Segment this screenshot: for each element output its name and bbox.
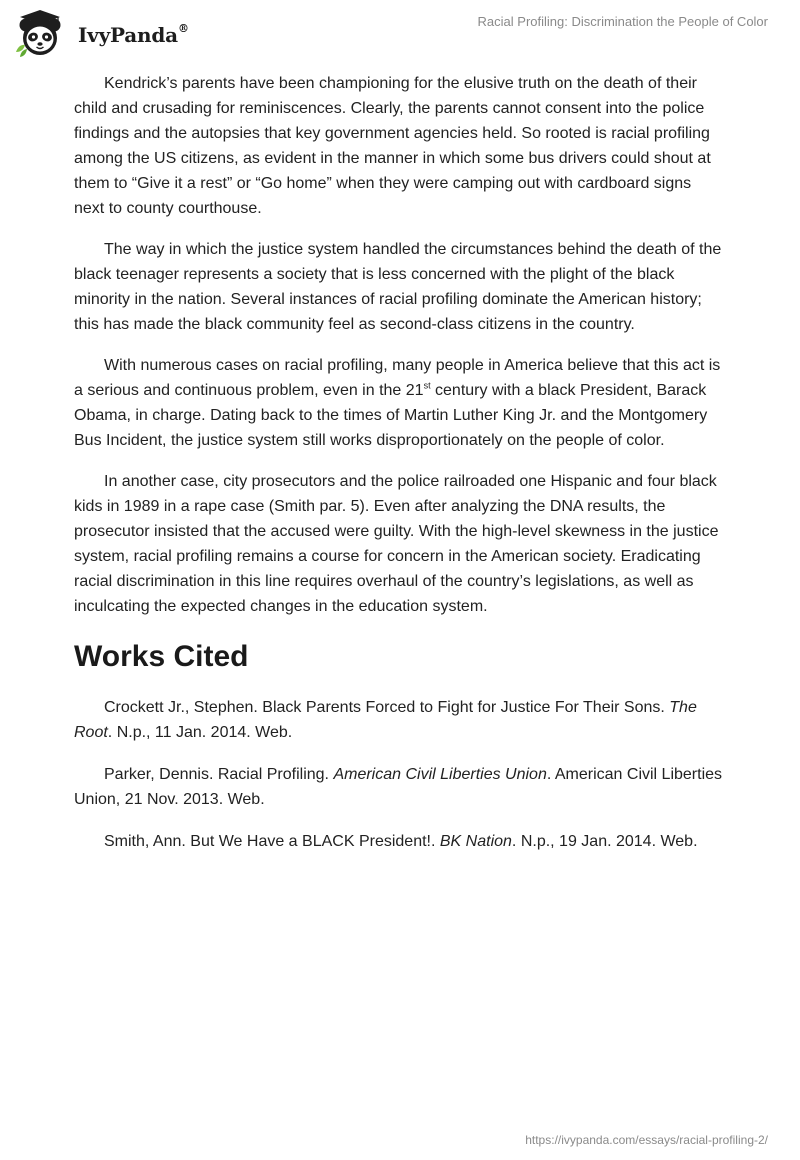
works-cited-heading: Works Cited <box>74 640 249 673</box>
superscript: st <box>423 380 431 391</box>
paragraph: The way in which the justice system handled the circumstances behind the death of the black teenager represents a society that is less concerned with the plight of the black minority in the nation. Several instances of racial profiling dominate the American history; this has made the black community feel as second-class citizens in the country. <box>74 241 722 333</box>
panda-graduate-icon <box>14 8 66 58</box>
logo-text: IvyPanda® <box>78 22 189 47</box>
citation-entry <box>74 762 724 812</box>
citation-entry <box>74 695 724 745</box>
citation-text: . N.p., 11 Jan. 2014. Web. <box>107 724 293 741</box>
citation-text: . American Civil Liberties Union, 21 Nov. 2013. Web. <box>74 766 723 808</box>
document-body <box>74 71 724 871</box>
citation-entry <box>74 829 724 854</box>
paragraph: In another case, city prosecutors and the police railroaded one Hispanic and four black kids in 1989 in a rape case (Smith par. 5). Even after analyzing the DNA results, the prosecutor insisted that the accused were guilty. With the high-level skewness in the justice system, racial profiling remains a course for concern in the American society. Eradicating racial discrimination in this line requires overhaul of the country’s legislations, as well as inculcating the expected changes in the education system. <box>74 473 719 615</box>
citation-text: Smith, Ann. But We Have a BLACK President!. <box>104 833 440 850</box>
paragraph-text: century with a black President, Barack Obama, in charge. Dating back to the times of Martin Luther King Jr. and the Montgomery Bus Incident, the justice system still works disproportionately on the people of color. <box>74 382 708 449</box>
registered-mark: ® <box>177 22 189 36</box>
citation-source: American Civil Liberties Union <box>333 766 547 783</box>
citation-text: Crockett Jr., Stephen. Black Parents Forced to Fight for Justice For Their Sons. <box>104 699 670 716</box>
paragraph <box>74 353 724 453</box>
paragraph-text: With numerous cases on racial profiling, many people in America believe that this act is a serious and continuous problem, even in the 21 <box>74 357 721 399</box>
citation-source: The Root <box>74 699 697 741</box>
running-title: Racial Profiling: Discrimination the People of Color <box>477 14 768 29</box>
citation-text: Parker, Dennis. Racial Profiling. <box>104 766 334 783</box>
page-header <box>0 0 800 64</box>
ivypanda-logo[interactable] <box>14 8 189 58</box>
paragraph: Kendrick’s parents have been championing for the elusive truth on the death of their child and crusading for reminiscences. Clearly, the parents cannot consent into the police findings and the autopsies that key government agencies held. So rooted is racial profiling among the US citizens, as evident in the manner in which some bus drivers could shout at them to “Give it a rest” or “Go home” when they were camping out with cardboard signs next to county courthouse. <box>74 75 711 217</box>
source-url-link[interactable]: https://ivypanda.com/essays/racial-profiling-2/ <box>525 1133 768 1147</box>
citation-text: . N.p., 19 Jan. 2014. Web. <box>511 833 698 850</box>
citation-source: BK Nation <box>439 833 512 850</box>
